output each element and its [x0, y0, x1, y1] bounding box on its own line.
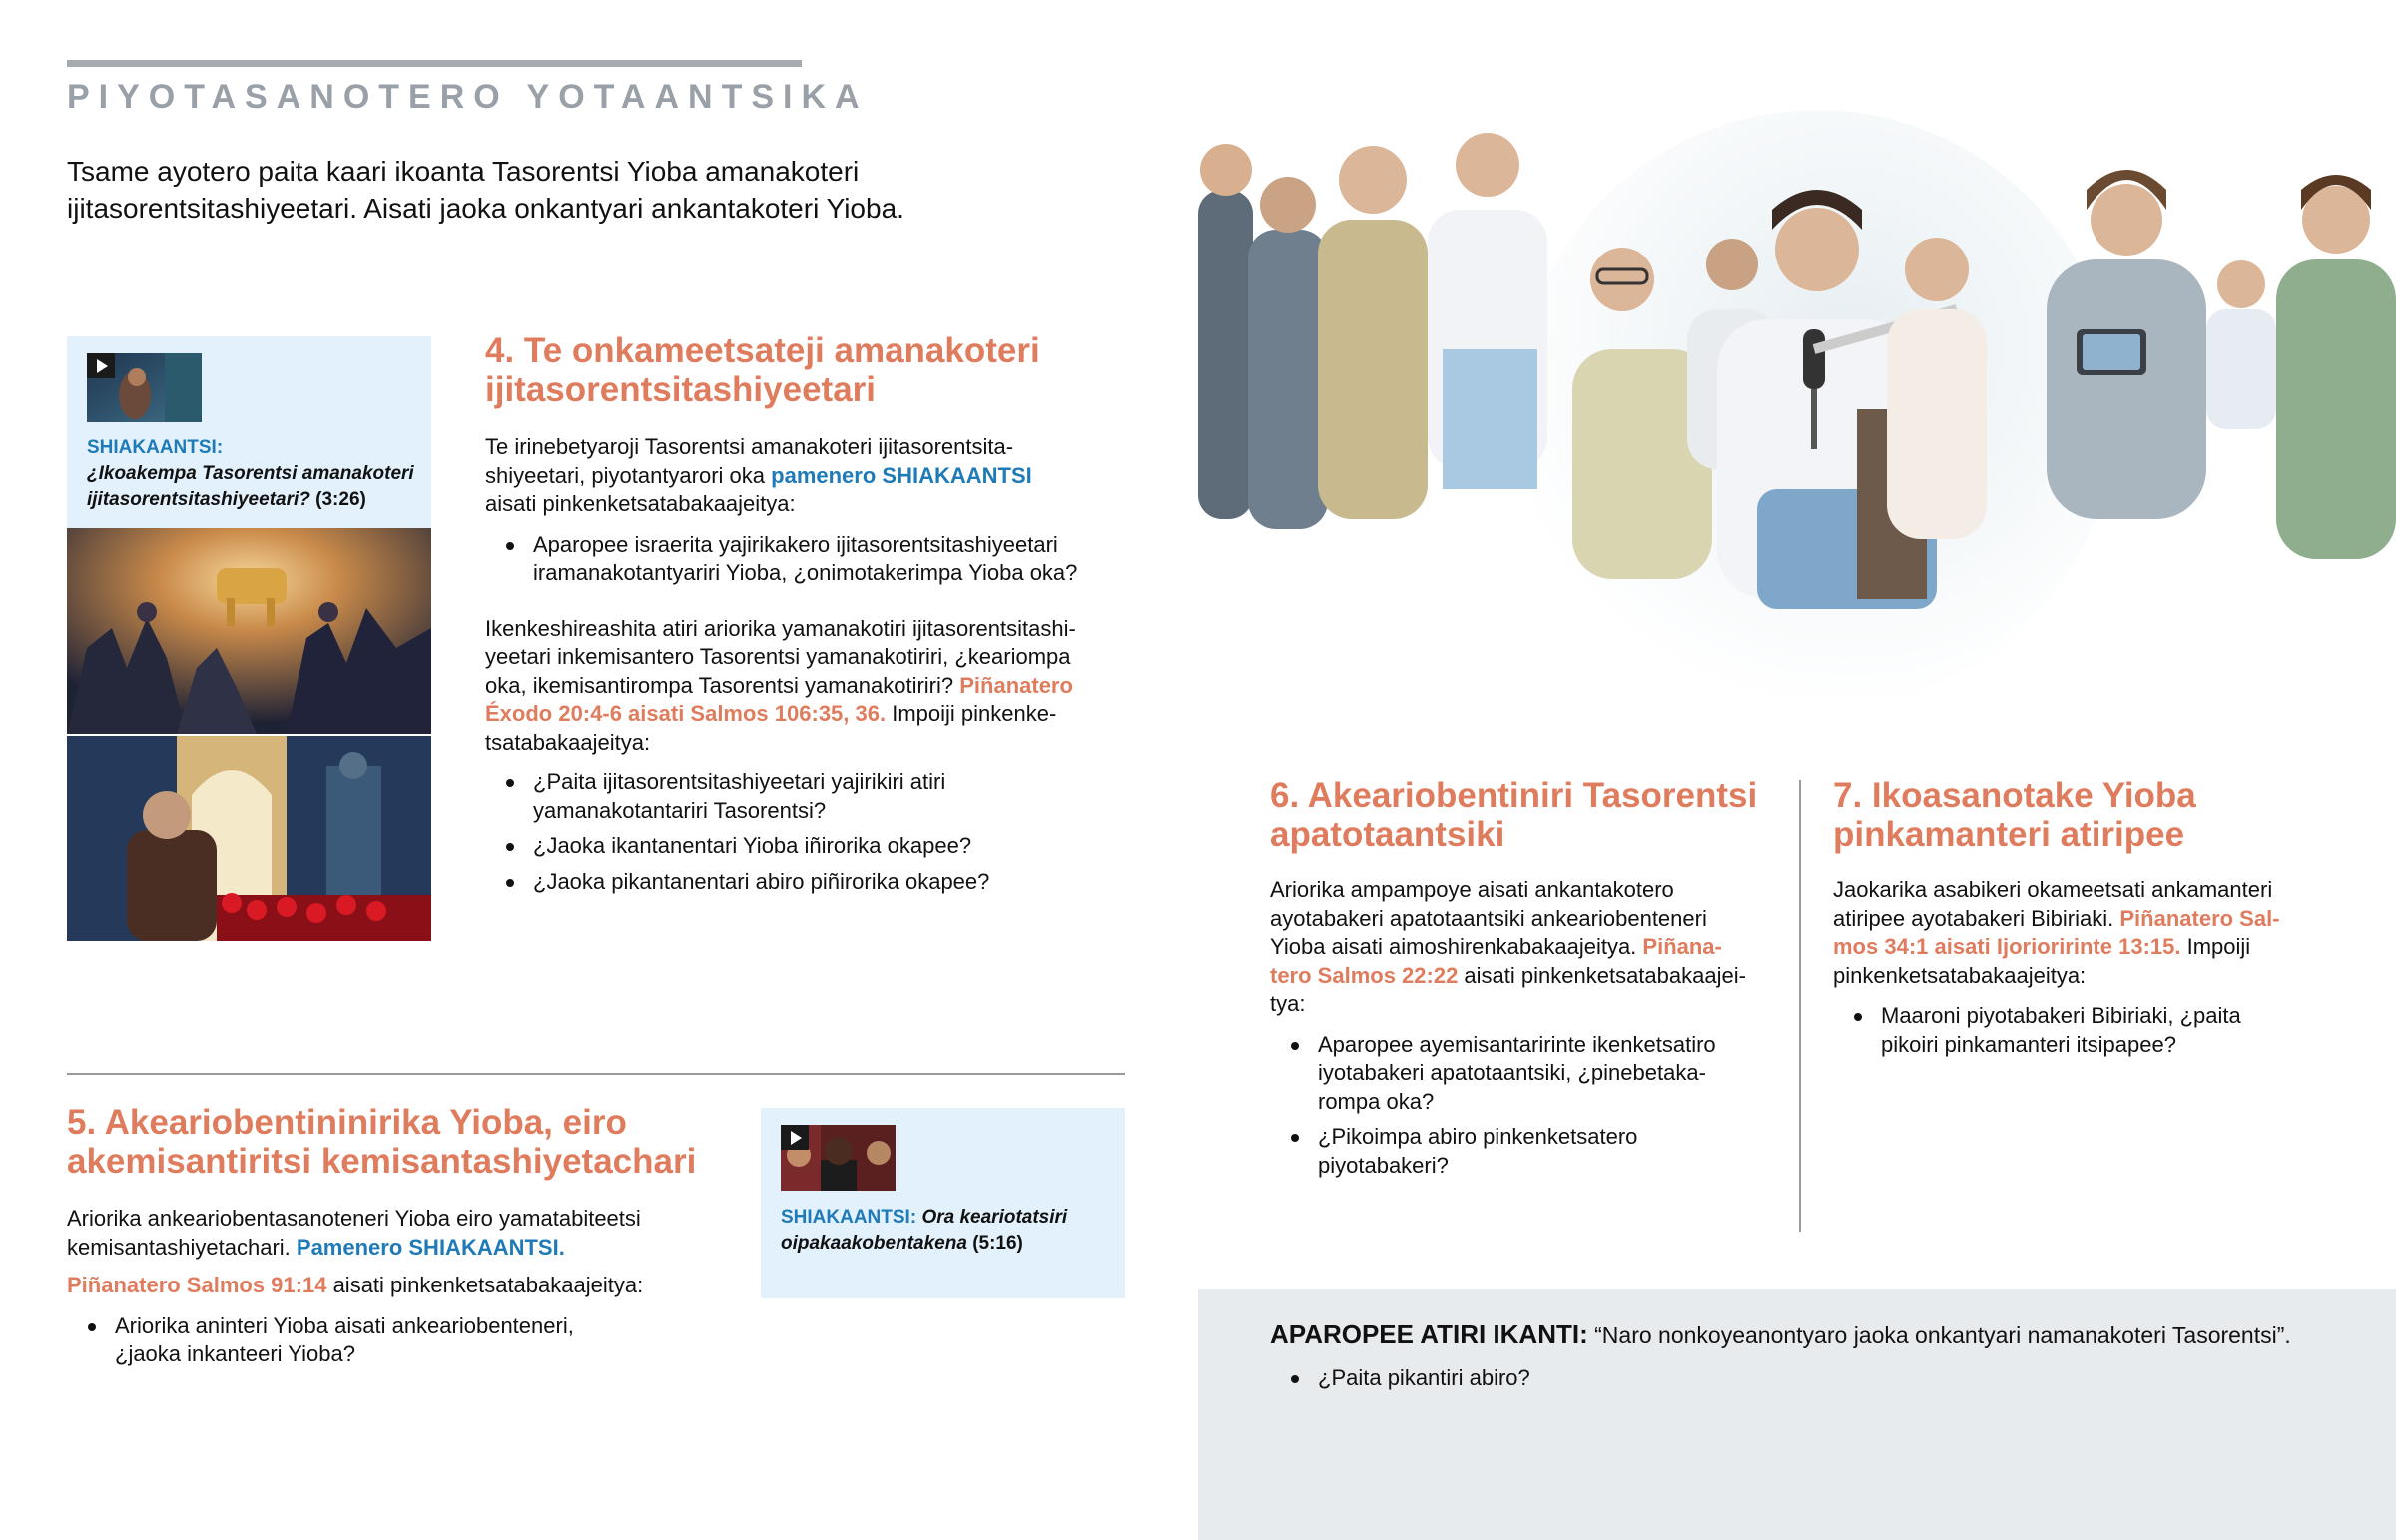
- section-7-body: Jaokarika asabikeri okameetsati ankamanteri atiripee ayotabakeri Bibiriaki. Piñanatero Sal- mos 34:1 aisati Ijorioririnte 13:15. Impoiji pinkenketsatabakaajeitya: Maaroni piyotabakeri Bibiriaki, ¿paita pikoiri pinkamanteri itsipapee?: [1833, 876, 2352, 1059]
- objection-text: [1270, 1319, 2378, 1350]
- objection-bullets: [1270, 1364, 2368, 1393]
- video-title: Ora keariotatsiri: [916, 1207, 1068, 1228]
- section-5-body: Ariorika ankeariobentasanoteneri Yioba eiro yamatabiteetsi kemisantashiyetachari. Pamenero SHIAKAANTSI. Piñanatero Salmos 91:14 aisati pinkenketsatabakaajeitya: Ariorika aninteri Yioba aisati ankeariobenteneri, ¿jaoka inkanteeri Yioba?: [67, 1205, 746, 1369]
- scripture-ref: tero Salmos 22:22: [1270, 962, 1459, 988]
- column-divider: [1799, 780, 1801, 1232]
- illustration-congregation-meeting: [1198, 110, 2396, 699]
- play-icon[interactable]: [781, 1125, 809, 1150]
- scripture-ref: Piñanatero Sal-: [2119, 905, 2280, 931]
- scripture-ref: mos 34:1 aisati Ijorioririnte 13:15.: [1833, 934, 2181, 959]
- list-item: Aparopee ayemisantaririnte ikenketsatiro iyotabakeri apatotaantsiki, ¿pinebetaka- rompa oka?: [1270, 1031, 1779, 1117]
- scripture-ref: Piñana-: [1642, 934, 1722, 959]
- section-7-bullets: [1833, 1002, 2352, 1059]
- video-duration: (5:16): [966, 1233, 1023, 1254]
- video-link-2[interactable]: Pamenero SHIAKAANTSI.: [296, 1234, 565, 1260]
- section-4-bullets-2: [485, 769, 1134, 896]
- scripture-ref: Piñanatero Salmos 91:14: [67, 1273, 327, 1297]
- section-7-heading: 7. Ikoasanotake Yioba pinkamanteri atiripee: [1833, 776, 2196, 854]
- section-title: PIYOTASANOTERO YOTAANTSIKA: [67, 78, 869, 116]
- video-label: SHIAKAANTSI:: [781, 1207, 917, 1228]
- list-item: ¿Jaoka pikantanentari abiro piñirorika okapee?: [485, 868, 1134, 897]
- illustration-golden-calf: [67, 528, 431, 734]
- video-link-1[interactable]: pamenero SHIAKAANTSI: [771, 462, 1032, 488]
- video-label: SHIAKAANTSI:: [87, 437, 224, 458]
- list-item: Maaroni piyotabakeri Bibiriaki, ¿paita pikoiri pinkamanteri itsipapee?: [1833, 1002, 2352, 1059]
- scripture-ref: Éxodo 20:4-6 aisati Salmos 106:35, 36.: [485, 701, 887, 726]
- list-item: ¿Pikoimpa abiro pinkenketsatero piyotabakeri?: [1270, 1123, 1779, 1180]
- list-item: Ariorika aninteri Yioba aisati ankeariobenteneri, ¿jaoka inkanteeri Yioba?: [67, 1312, 746, 1369]
- section-4-heading: 4. Te onkameetsateji amanakoteri ijitasorentsitashiyeetari: [485, 331, 1040, 409]
- intro-text: Tsame ayotero paita kaari ikoanta Tasorentsi Yioba amanakoteri ijitasorentsitashiyeetari. Aisati jaoka onkantyari ankantakoteri Yioba.: [67, 156, 904, 224]
- illustration-man-praying-candles: [67, 736, 431, 941]
- video-thumbnail-2[interactable]: [781, 1125, 896, 1191]
- list-item: Aparopee israerita yajirikakero ijitasorentsitashiyeetari iramanakotantyariri Yioba, ¿onimotakerimpa Yioba oka?: [485, 531, 1134, 588]
- list-item: ¿Paita pikantiri abiro?: [1270, 1364, 2368, 1393]
- video-box-1[interactable]: SHIAKAANTSI: ¿Ikoakempa Tasorentsi amanakoteri ijitasorentsitashiyeetari? (3:26): [67, 336, 431, 528]
- scripture-ref: Piñanatero: [959, 672, 1073, 698]
- section-5-heading: 5. Akeariobentininirika Yioba, eiro akemisantiritsi kemisantashiyetachari: [67, 1103, 697, 1181]
- section-4-bullets-1: [485, 531, 1134, 588]
- section-6-body: Ariorika ampampoye aisati ankantakotero ayotabakeri apatotaantsiki ankeariobenteneri Yioba aisati aimoshirenkabakaajeitya. Piñana- tero Salmos 22:22 aisati pinkenketsatabakaajei- tya: Aparopee ayemisantaririnte ikenketsatiro iyotabakeri apatotaantsiki, ¿pinebetaka- rompa oka? ¿Pikoimpa abiro pinkenketsatero piyotabakeri?: [1270, 876, 1779, 1180]
- section-divider: [67, 1073, 1125, 1075]
- top-rule: [67, 60, 802, 67]
- video-title: ¿Ikoakempa Tasorentsi amanakoteri: [87, 463, 414, 484]
- video-duration: (3:26): [309, 489, 366, 510]
- objection-quote: “Naro nonkoyeanontyaro jaoka onkantyari namanakoteri Tasorentsi”.: [1587, 1322, 2291, 1348]
- list-item: ¿Paita ijitasorentsitashiyeetari yajirikiri atiri yamanakotantariri Tasorentsi?: [485, 769, 1134, 825]
- objection-label: APAROPEE ATIRI IKANTI:: [1270, 1319, 1588, 1349]
- play-icon[interactable]: [87, 353, 115, 378]
- section-4-body: Te irinebetyaroji Tasorentsi amanakoteri ijitasorentsita- shiyeetari, piyotantyarori oka pamenero SHIAKAANTSI aisati pinkenketsatabakaajeitya: Aparopee israerita yajirikakero ijitasorentsitashiyeetari iramanakotantyariri Yioba, ¿onimotakerimpa Yioba oka? Ikenkeshireashita atiri ariorika yamanakotiri ijitasorentsitashi- yeetari inkemisantero Tasorentsi yamanakotiriri, ¿keariompa oka, ikemisantirompa Tasorentsi yamanakotiriri? Piñanatero Éxodo 20:4-6 aisati Salmos 106:35, 36. Impoiji pinkenke- tsatabakaajeitya: ¿Paita ijitasorentsitashiyeetari yajirikiri atiri yamanakotantariri Tasorentsi? ¿Jaoka ikantanentari Yioba iñirorika okapee? ¿Jaoka pikantanentari abiro piñirorika okapee?: [485, 433, 1134, 896]
- section-6-bullets: [1270, 1031, 1779, 1181]
- video-box-2[interactable]: SHIAKAANTSI: Ora keariotatsiri oipakaakobentakena (5:16): [761, 1108, 1125, 1298]
- section-5-bullets: [67, 1312, 746, 1369]
- video-thumbnail-1[interactable]: [87, 353, 202, 422]
- list-item: ¿Jaoka ikantanentari Yioba iñirorika okapee?: [485, 832, 1134, 861]
- section-6-heading: 6. Akeariobentiniri Tasorentsi apatotaantsiki: [1270, 776, 1758, 854]
